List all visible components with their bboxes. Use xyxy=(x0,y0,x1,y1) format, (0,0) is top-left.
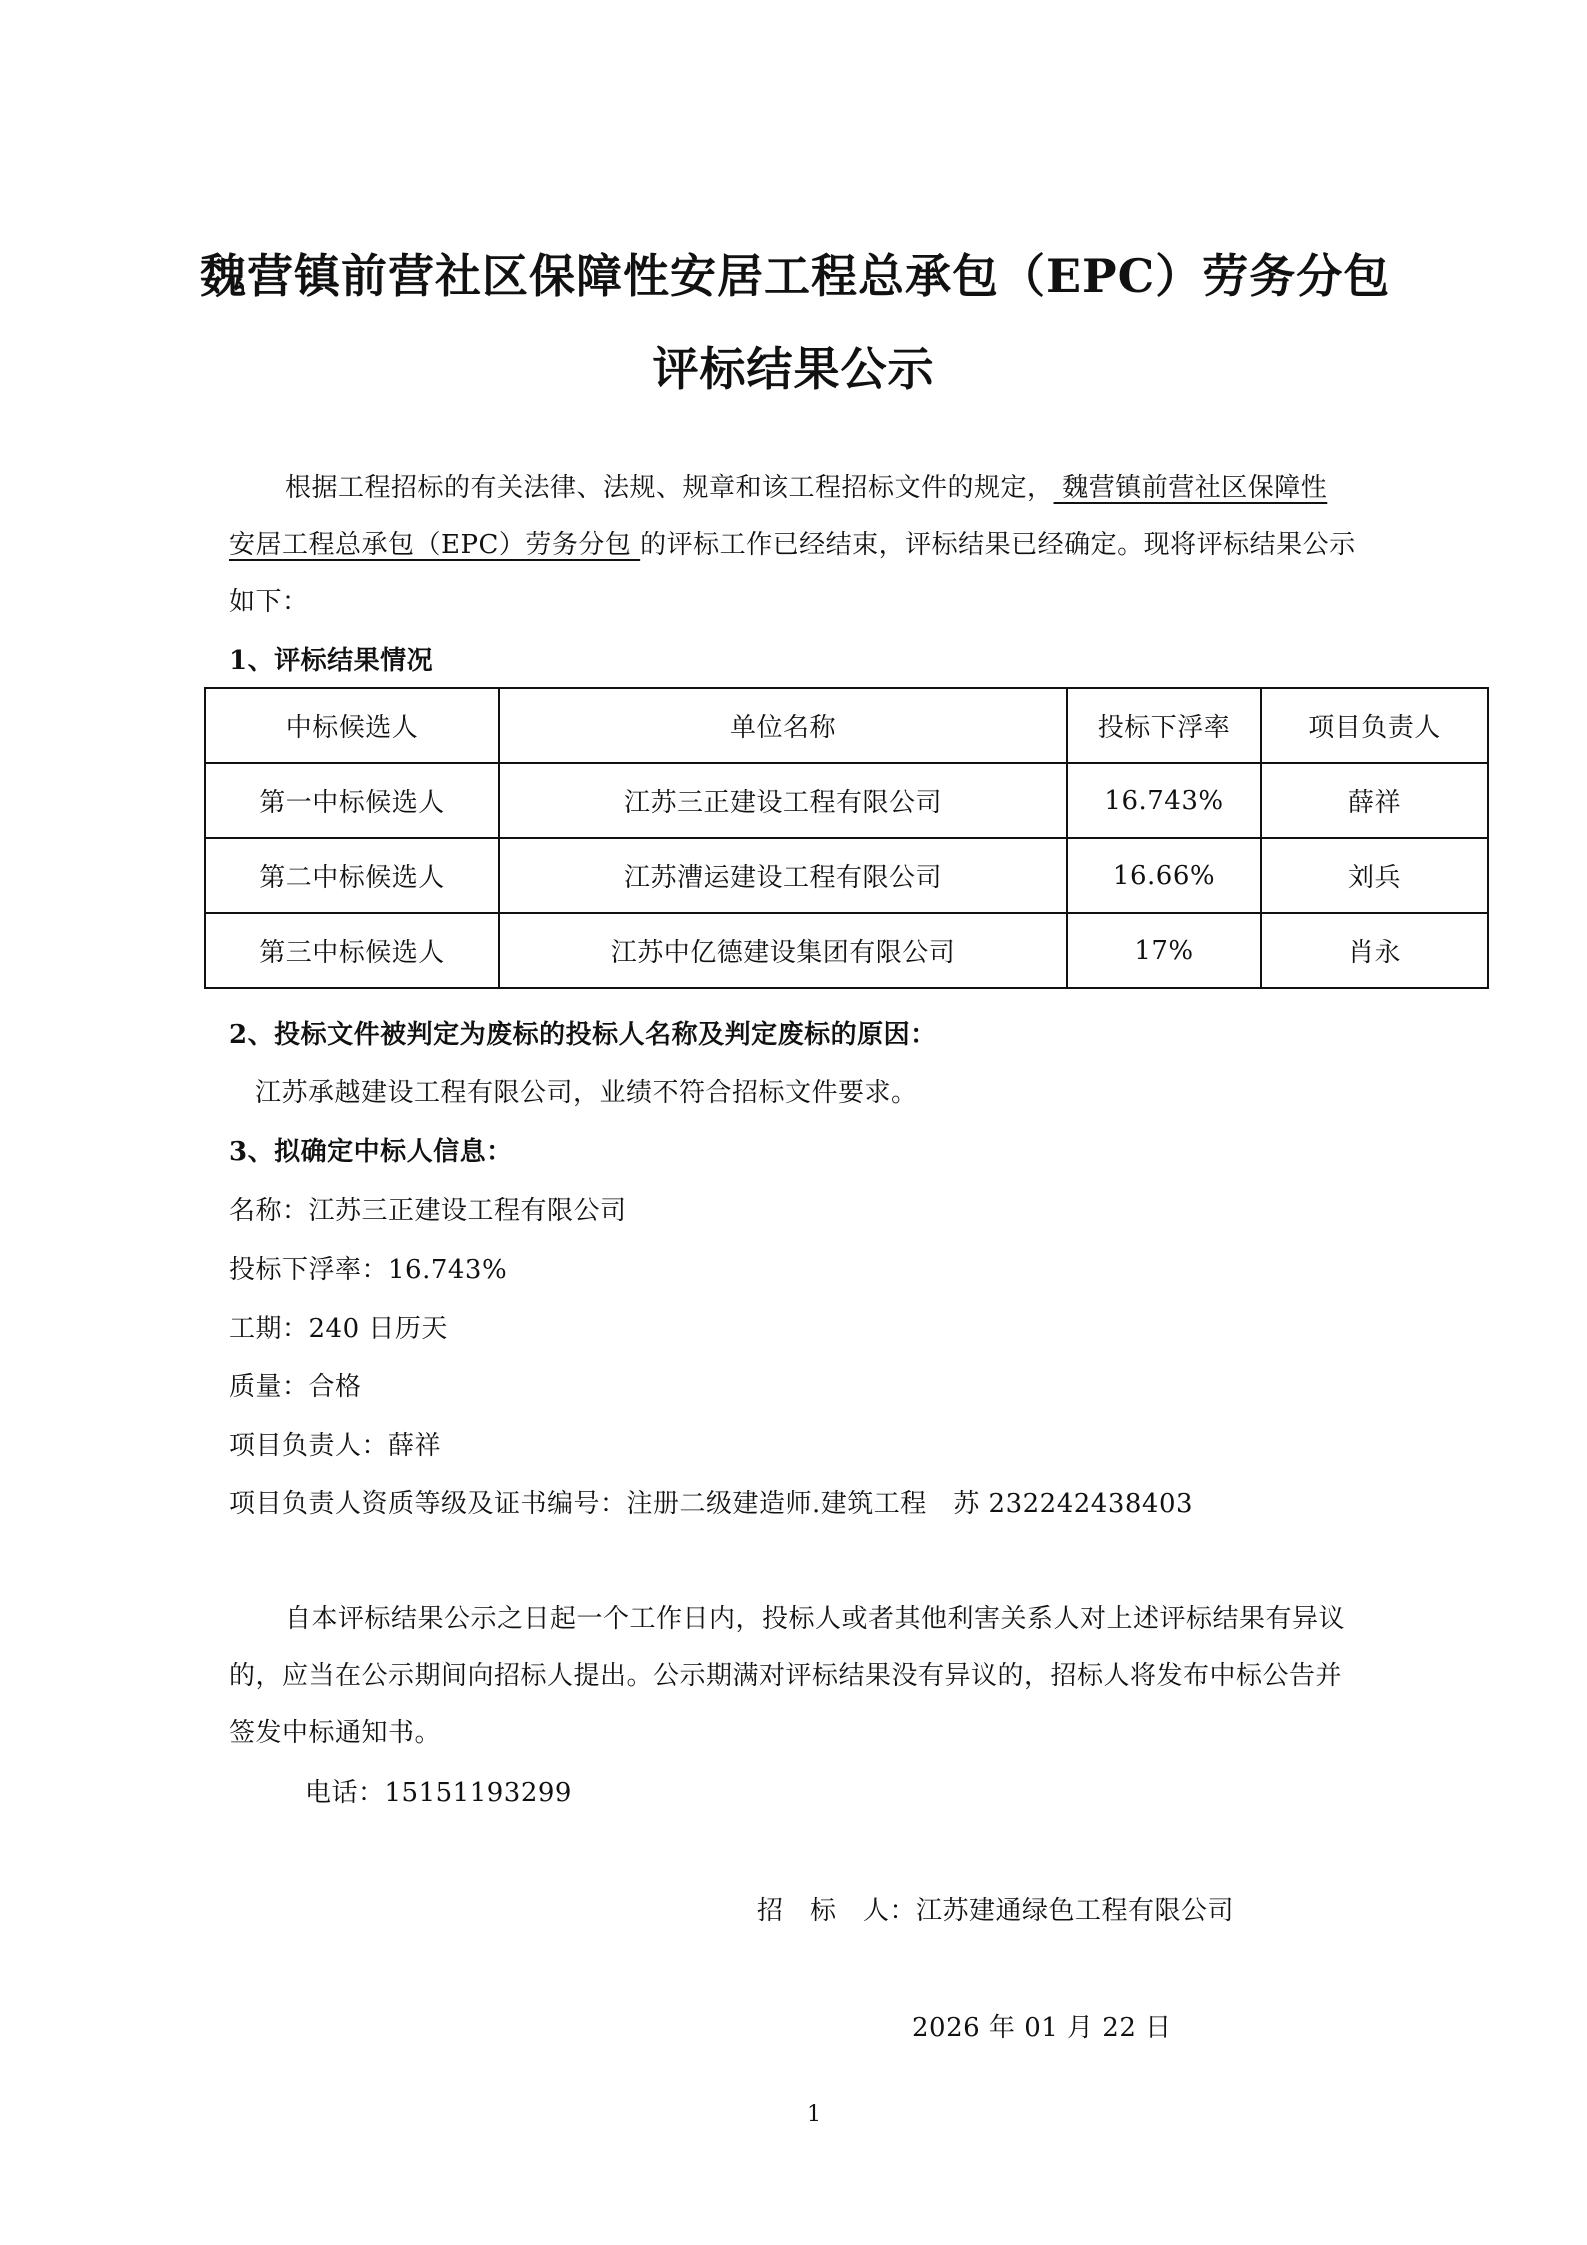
winner-name: 名称：江苏三正建设工程有限公司 xyxy=(229,1196,627,1226)
header-candidate: 中标候选人 xyxy=(205,688,499,763)
notice-line-1: 自本评标结果公示之日起一个工作日内，投标人或者其他利害关系人对上述评标结果有异议 xyxy=(285,1604,1346,1634)
intro-line-2 xyxy=(229,530,1356,560)
contact-phone: 电话：15151193299 xyxy=(305,1778,572,1808)
cell-project-manager: 肖永 xyxy=(1261,913,1488,988)
cell-project-manager: 薛祥 xyxy=(1261,763,1488,838)
winner-duration: 工期：240 日历天 xyxy=(229,1314,448,1344)
section-1-heading: 1、评标结果情况 xyxy=(229,646,434,676)
header-company: 单位名称 xyxy=(499,688,1067,763)
cell-discount-rate: 17% xyxy=(1067,913,1261,988)
project-name-underlined: 安居工程总承包（EPC）劳务分包 xyxy=(229,530,641,560)
cell-candidate: 第一中标候选人 xyxy=(205,763,499,838)
table-row xyxy=(205,838,1488,913)
winner-quality: 质量：合格 xyxy=(229,1372,362,1402)
winner-certificate: 项目负责人资质等级及证书编号：注册二级建造师.建筑工程 苏 232242438403 xyxy=(229,1489,1194,1519)
signature-date: 2026 年 01 月 22 日 xyxy=(912,2013,1172,2043)
winner-discount-rate: 投标下浮率：16.743% xyxy=(229,1255,508,1285)
cell-company: 江苏中亿德建设集团有限公司 xyxy=(499,913,1067,988)
evaluation-results-table xyxy=(204,687,1489,989)
table-row xyxy=(205,763,1488,838)
notice-line-2: 的，应当在公示期间向招标人提出。公示期满对评标结果没有异议的，招标人将发布中标公告并 xyxy=(229,1661,1343,1691)
project-name-underlined: 魏营镇前营社区保障性 xyxy=(1053,473,1328,503)
cell-candidate: 第三中标候选人 xyxy=(205,913,499,988)
section-2-content: 江苏承越建设工程有限公司，业绩不符合招标文件要求。 xyxy=(255,1078,918,1108)
intro-text: 根据工程招标的有关法律、法规、规章和该工程招标文件的规定， xyxy=(285,473,1054,503)
table-header-row xyxy=(205,688,1488,763)
cell-candidate: 第二中标候选人 xyxy=(205,838,499,913)
notice-line-3: 签发中标通知书。 xyxy=(229,1718,442,1748)
section-3-heading: 3、拟确定中标人信息： xyxy=(229,1137,513,1167)
intro-text: 的评标工作已经结束，评标结果已经确定。现将评标结果公示 xyxy=(640,530,1356,560)
cell-discount-rate: 16.66% xyxy=(1067,838,1261,913)
tenderer-signature: 招 标 人：江苏建通绿色工程有限公司 xyxy=(757,1896,1235,1926)
winner-project-manager: 项目负责人：薛祥 xyxy=(229,1431,442,1461)
cell-discount-rate: 16.743% xyxy=(1067,763,1261,838)
cell-company: 江苏漕运建设工程有限公司 xyxy=(499,838,1067,913)
cell-company: 江苏三正建设工程有限公司 xyxy=(499,763,1067,838)
intro-line-1 xyxy=(285,473,1327,503)
header-project-manager: 项目负责人 xyxy=(1261,688,1488,763)
page-number: 1 xyxy=(807,2102,821,2127)
table-row xyxy=(205,913,1488,988)
document-title-line-1: 魏营镇前营社区保障性安居工程总承包（EPC）劳务分包 xyxy=(200,249,1391,303)
cell-project-manager: 刘兵 xyxy=(1261,838,1488,913)
document-title-line-2: 评标结果公示 xyxy=(652,342,935,396)
intro-line-3: 如下： xyxy=(229,587,309,617)
section-2-heading: 2、投标文件被判定为废标的投标人名称及判定废标的原因： xyxy=(229,1020,937,1050)
header-discount-rate: 投标下浮率 xyxy=(1067,688,1261,763)
